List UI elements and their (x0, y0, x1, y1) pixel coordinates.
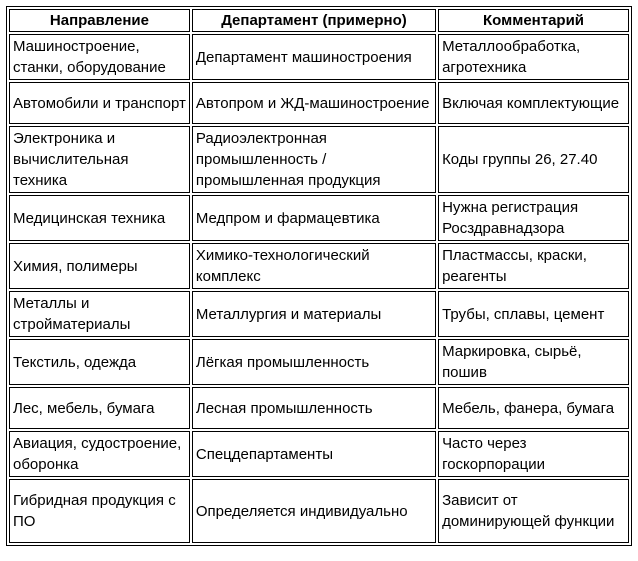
cell-department: Лёгкая промышленность (192, 339, 436, 385)
cell-comment: Включая комплектующие (438, 82, 629, 124)
cell-department: Лесная промышленность (192, 387, 436, 429)
cell-department: Автопром и ЖД-машиностроение (192, 82, 436, 124)
cell-direction: Металлы и стройматериалы (9, 291, 190, 337)
cell-comment: Маркировка, сырьё, пошив (438, 339, 629, 385)
table-row (9, 387, 629, 429)
table-row (9, 34, 629, 80)
table-row (9, 126, 629, 193)
cell-comment: Пластмассы, краски, реагенты (438, 243, 629, 289)
cell-direction: Автомобили и транспорт (9, 82, 190, 124)
cell-direction: Машиностроение, станки, оборудование (9, 34, 190, 80)
cell-comment: Мебель, фанера, бумага (438, 387, 629, 429)
cell-department: Спецдепартаменты (192, 431, 436, 477)
table-row (9, 479, 629, 543)
table-header-row (9, 9, 629, 32)
cell-department: Медпром и фармацевтика (192, 195, 436, 241)
table-row (9, 82, 629, 124)
cell-direction: Электроника и вычислительная техника (9, 126, 190, 193)
cell-direction: Гибридная продукция с ПО (9, 479, 190, 543)
cell-direction: Текстиль, одежда (9, 339, 190, 385)
cell-direction: Авиация, судостроение, оборонка (9, 431, 190, 477)
cell-direction: Химия, полимеры (9, 243, 190, 289)
table-row (9, 243, 629, 289)
cell-department: Металлургия и материалы (192, 291, 436, 337)
table-row (9, 339, 629, 385)
column-header-department: Департамент (примерно) (192, 9, 436, 32)
cell-direction: Медицинская техника (9, 195, 190, 241)
cell-comment: Металлообработка, агротехника (438, 34, 629, 80)
column-header-direction: Направление (9, 9, 190, 32)
cell-department: Департамент машиностроения (192, 34, 436, 80)
departments-table (6, 6, 632, 546)
cell-department: Химико-технологический комплекс (192, 243, 436, 289)
table-row (9, 195, 629, 241)
cell-comment: Часто через госкорпорации (438, 431, 629, 477)
cell-department: Радиоэлектронная промышленность / промышленная продукция (192, 126, 436, 193)
cell-direction: Лес, мебель, бумага (9, 387, 190, 429)
cell-comment: Трубы, сплавы, цемент (438, 291, 629, 337)
table-row (9, 431, 629, 477)
column-header-comment: Комментарий (438, 9, 629, 32)
cell-comment: Коды группы 26, 27.40 (438, 126, 629, 193)
cell-comment: Нужна регистрация Росздравнадзора (438, 195, 629, 241)
table-container (6, 6, 632, 546)
cell-department: Определяется индивидуально (192, 479, 436, 543)
cell-comment: Зависит от доминирующей функции (438, 479, 629, 543)
table-row (9, 291, 629, 337)
